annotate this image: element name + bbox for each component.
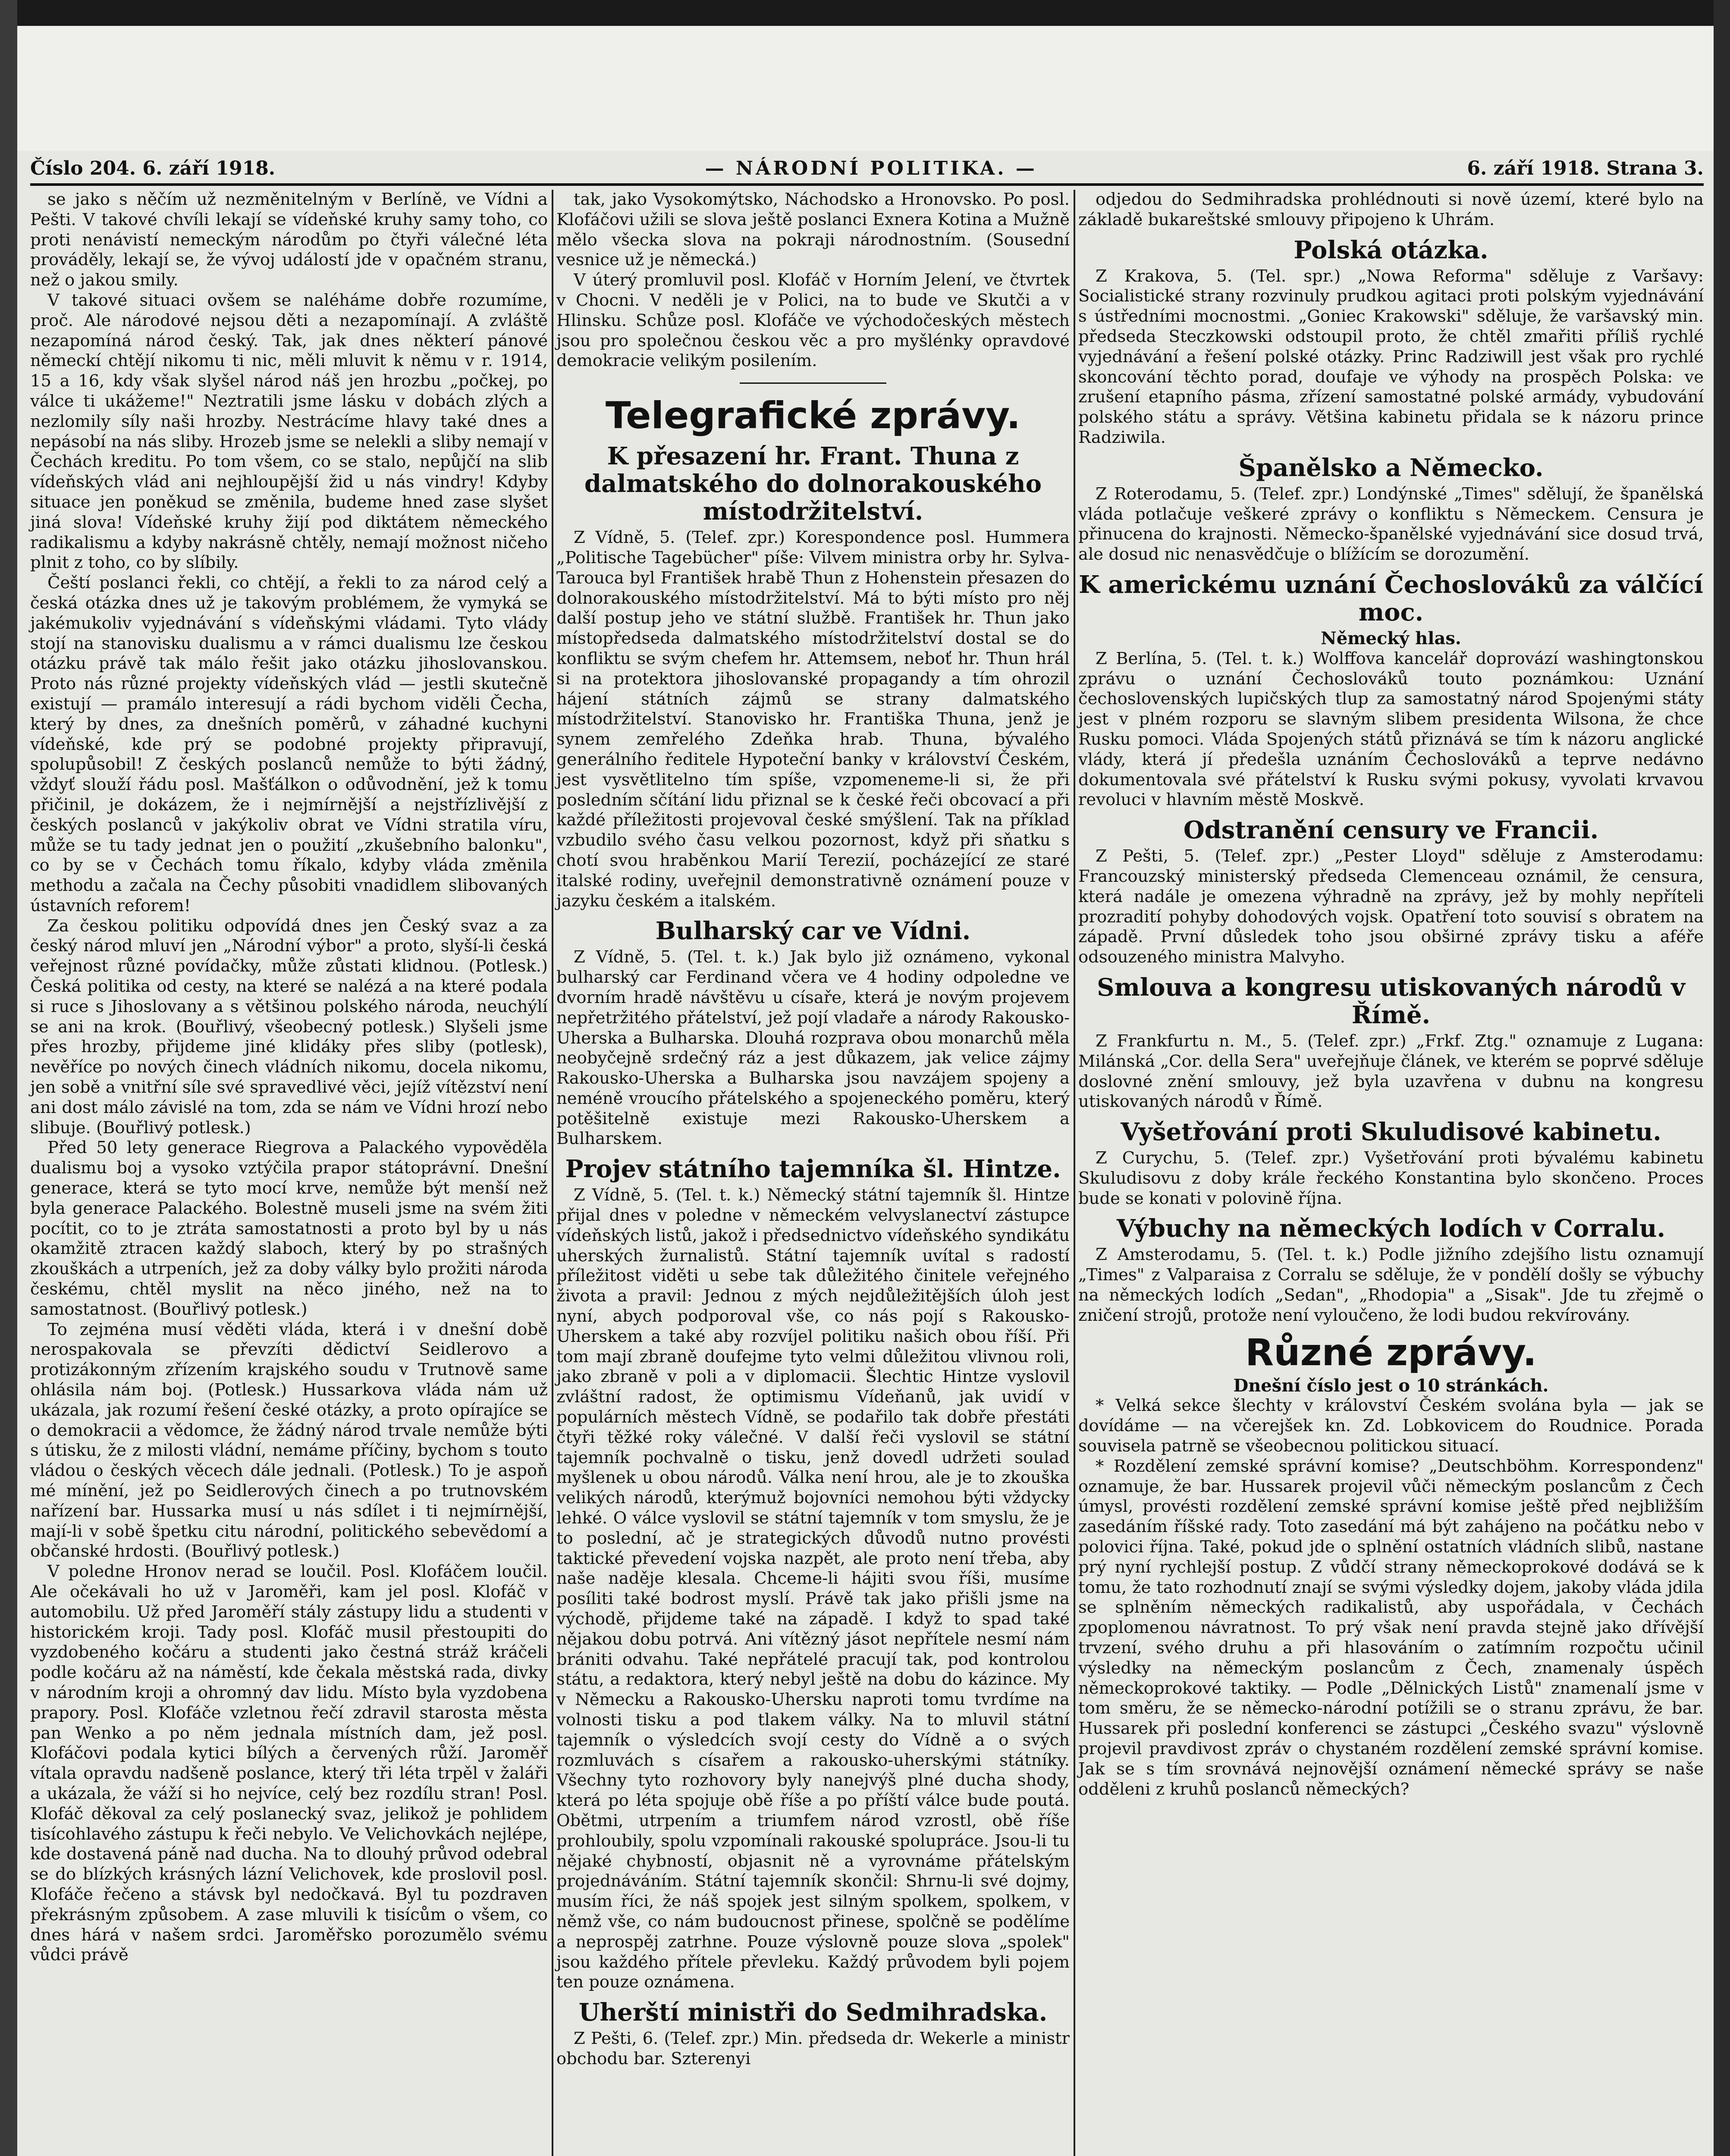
- paragraph: V úterý promluvil posl. Klofáč v Horním Jelení, ve čtvrtek v Chocni. V neděli je v Polici, na to bude ve Skutči a v Hlinsku. Schůze posl. Klofáče ve východočeských městech jsou pro společnou českou věc a pro myšlénky opravdové demokracie velikým posilením.: [556, 270, 1070, 371]
- paragraph: Z Frankfurtu n. M., 5. (Telef. zpr.) „Frkf. Ztg." oznamuje z Lugana: Milánská „Cor. della Sera" uveřejňuje článek, ve kterém se poprvé sděluje doslovné znění smlouvy, jež byla uzavřena v dubnu na kongresu utiskovaných národů v Římě.: [1078, 1031, 1704, 1112]
- top-margin: [17, 26, 1714, 151]
- separator: [740, 382, 886, 384]
- paragraph: Z Roterodamu, 5. (Telef. zpr.) Londýnské „Times" sdělují, že španělská vláda potlačuje veškeré zprávy o konfliktu s Německem. Censura je přinucena do krajnosti. Německo-španělské vyjednávání sice dosud trvá, ale dosud nic nenasvědčuje o blížícím se dorozumění.: [1078, 484, 1704, 564]
- headline: Španělsko a Německo.: [1238, 453, 1544, 482]
- column-3: [1078, 190, 1704, 1799]
- column-rule-1: [552, 190, 553, 2156]
- headline: Projev státního tajemníka šl. Hintze.: [565, 1155, 1061, 1184]
- headline: Bulharský car ve Vídni.: [655, 917, 971, 946]
- paragraph: Z Curychu, 5. (Telef. zpr.) Vyšetřování proti bývalému kabinetu Skuludisovu z doby krále řeckého Konstantina bylo skončeno. Proces bude se konati v polovině října.: [1078, 1148, 1704, 1208]
- paragraph: Před 50 lety generace Riegrova a Palackého vypověděla dualismu boj a vysoko vztýčila prapor státoprávní. Dnešní generace, která se tyto mocí krve, nemůže být menší než byla generace Palackého. Bolestně museli jsme na svém žiti pocítit, co to je ztráta samostatnosti a proto byl by u nás okamžitě ztracen každý slaboch, který by po strašných zkouškách a utrpeních, jež za doby války bylo prožiti národa českému, chtěl myslit na něco jiného, než na to samostatnost. (Bouřlivý potlesk.): [30, 1138, 548, 1319]
- headline: Vyšetřování proti Skuludisové kabinetu.: [1121, 1118, 1661, 1147]
- headline: K americkému uznání Čechoslováků za válčící moc.: [1079, 570, 1703, 627]
- page-header: [30, 153, 1704, 186]
- scan-top-edge: [0, 0, 1730, 26]
- scan-right-edge: [1714, 0, 1730, 2156]
- paragraph: Z Pešti, 5. (Telef. zpr.) „Pester Lloyd" sděluje z Amsterodamu: Francouzský ministerský předseda Clemenceau oznámil, že censura, která nadále je omezena výhradně na zprávy, jež by mohly nepříteli prozradití pohyby dohodových vojsk. Opatření toto souvisí s obratem na západě. První důsledek toho jsou obširné zprávy tisku a aféře odsouzeného ministra Malvyho.: [1078, 846, 1704, 967]
- headline: Smlouva a kongresu utiskovaných národů v Římě.: [1097, 973, 1685, 1029]
- headline: Polská otázka.: [1294, 235, 1488, 264]
- paragraph: Z Vídně, 5. (Tel. t. k.) Jak bylo již oznámeno, vykonal bulharský car Ferdinand včera ve 4 hodiny odpoledne ve dvorním hradě návštěvu u císaře, která je novým projevem nepřetržitého přátelství, jež pojí vladaře a národy Rakousko-Uherska a Bulharska. Dlouhá rozprava obou monarchů měla neobyčejně srdečný ráz a jest důkazem, jak velice zájmy Rakousko-Uherska a Bulharska jsou navzájem spojeny a neméně vroucího přátelského a spojeneckého poměru, který potěšitelně existuje mezi Rakousko-Uherskem a Bulharskem.: [556, 947, 1070, 1149]
- paragraph: * Velká sekce šlechty v království Českém svolána byla — jak se dovídáme — na včerejšek kn. Zd. Lobkovicem do Roudnice. Porada souvisela patrně se všeobecnou politickou situací.: [1078, 1396, 1704, 1456]
- paragraph: Z Krakova, 5. (Tel. spr.) „Nowa Reforma" sděluje z Varšavy: Socialistické strany rozvinuly prudkou agitaci proti polským vyjednávání s ústředními mocnostmi. „Goniec Krakowski" sděluje, že varšavský min. předseda Steczkowski odstoupil proto, že chtěl zmařiti příliš rychlé vyjednávání a řešení polské otázky. Princ Radziwill jest však pro rychlé skoncování těchto porad, doufaje ve výhody na prospěch Polska: ve zrušení etapního pásma, zřízení samostatné polské armády, vybudování polského státu a správy. Většina kabinetu přidala se k názoru prince Radziwila.: [1078, 266, 1704, 447]
- section-title-ruzne: Různé zprávy.: [1245, 1331, 1537, 1374]
- headline: Odstranění censury ve Francii.: [1183, 816, 1599, 845]
- paragraph: Čeští poslanci řekli, co chtějí, a řekli to za národ celý a česká otázka dnes už je takovým problémem, že vymyká se jakémukoliv vyjednávání s vídeňskými vládami. Tyto vlády stojí na stanovisku dualismu a v rámci dualismu lze českou otázku právě tak málo řešit jako otázku jihoslovanskou. Proto nás různé projekty vídeňských vlád — jestli skutečně existují — pramálo interesují a rádi bychom viděli Čecha, který by dnes, za dnešních poměrů, v záhadné kuchyni vídeňské, kde prý se podobné projekty připravují, spolupůsobil! Z českých poslanců nemůže to býti žádný, vždyť slouží řádu posl. Mašťálkon o odůvodnění, jež k tomu přičinil, je dokázem, že i nejmírnější a nejstřízlivější z českých poslanců v jakýkoliv obrat ve Vídni stratila víru, může se tu tady jednat jen o použití „zkušebního balonku", co by se v Čechách tomu říkalo, kdyby vláda změnila methodu a začala na Čechy působiti vnadidlem slibovaných ústavních reforem!: [30, 573, 548, 915]
- header-date-page: 6. září 1918. Strana 3.: [1467, 157, 1704, 179]
- paragraph: se jako s něčím už nezměnitelným v Berlíně, ve Vídni a Pešti. V takové chvíli lekají se vídeňské kruhy samy toho, co proti nenávistí nemeckým národům po čtyři válečné léta prováděly, lekají se, že vývoj událostí jde v opačném stranu, než o jakou smily.: [30, 190, 548, 290]
- header-issue: Číslo 204. 6. září 1918.: [30, 157, 276, 179]
- column-rule-2: [1074, 190, 1075, 2156]
- paragraph: Z Pešti, 6. (Telef. zpr.) Min. předseda dr. Wekerle a ministr obchodu bar. Szterenyi: [556, 2029, 1070, 2068]
- headline: Výbuchy na německých lodích v Corralu.: [1116, 1214, 1665, 1243]
- column-2: [556, 190, 1070, 2069]
- paragraph: To zejména musí věděti vláda, která i v dnešní době nerospakovala se převzíti dědictví Seidlerovo a protizákonným zřízením krajského soudu v Trutnově same ohlásila nám boj. (Potlesk.) Hussarkova vláda nám už ukázala, jak rozumí řešení české otázky, a proto opírajíce se o demokracii a vědomce, že žádný národ trvale nemůže býti s útisku, že z milosti vládní, nemáme příčiny, bychom s touto vládou o českých věcech dále jednali. (Potlesk.) To je aspoň mé mínění, jež po Seidlerových činech a po trutnovském nařízení bar. Hussarka musí u nás sdílet i ti nejmírnější, mají-li v sobě špetku citu národní, politického sebevědomí a občanské hrdosti. (Bouřlivý potlesk.): [30, 1319, 548, 1561]
- headline: K přesazení hr. Frant. Thuna z dalmatského do dolnorakouského místodržitelství.: [584, 442, 1042, 526]
- header-masthead: — NÁRODNÍ POLITIKA. —: [705, 157, 1037, 179]
- column-1: [30, 190, 548, 1965]
- paragraph: Z Amsterodamu, 5. (Tel. t. k.) Podle jižního zdejšího listu oznamují „Times" z Valparaisa z Corralu se sděluje, že v pondělí došly se výbuchy na německých lodích „Sedan", „Rhodopia" a „Sisak". Jde tu zřejmě o zničení strojů, protože není vyloučeno, že lodi budou rekvírovány.: [1078, 1245, 1704, 1325]
- paragraph: * Rozdělení zemské správní komise? „Deutschböhm. Korrespondenz" oznamuje, že bar. Hussarek projevil vůči německým poslancům z Čech úmysl, provésti rozdělení zemské správní komise ještě před nejbližším zasedáním říšské rady. Toto zasedání má být zahájeno na počátku nebo v polovici října. Také, pokud jde o splnění ostatních vládních slibů, nastane prý nyní rychlejší postup. Z vůdčí strany německoprokové dodává se k tomu, že tato rozhodnutí znají se svými výsledky dojem, jakoby vláda jdila se splněním německých radikalistů, aby uspořádala, v Čechách zpoplomenou návratnost. To prý však není pravda stejně jako dřívější trvzení, svého druhu a při hlasováním o zatímním rozpočtu učinil výsledky na německým poslancům z Čech, znamenaly úspěch německoprokové taktiky. — Podle „Dělnických Listů" znamenalí jsme v tom směru, že se německo-národní potížili se o stranu zprávu, že bar. Hussarek při poslední konferenci se zástupci „Českého svazu" výslovně projevil pravdivost zpráv o chystaném rozdělení zemské správní komise. Jak se s tím srovnává nejnovější oznámení německé správy se naše odděleni z kruhů poslanců německých?: [1078, 1456, 1704, 1799]
- paragraph: V takové situaci ovšem se naléháme dobře rozumíme, proč. Ale národové nejsou děti a nezapomínají. A zvláště nezapomíná národ český. Tak, jak dnes některí pánové německí chtějí nikomu ti nic, měli mluvit k němu v r. 1914, 15 a 16, kdy však slyšel národ náš jen hrozbu „počkej, po válce ti ukážeme!" Neztratili jsme lásku v dobách zlých a nezlomily síly naši hrozby. Nestrácíme hlavy také dnes a nepásobí na nás sliby. Hrozeb jsme se nelekli a sliby nemají v Čechách kreditu. Po tom všem, co se stalo, nepůjčí na slib vídeňských vlád ani nejhloupější žid u nás vindry! Kdyby situace jen poněkud se změnila, budeme hned zase slyšet jiná slova! Vídeňské kruhy žijí pod diktátem německého radikalismu a kdyby nakrásně chtěly, nemají možnost ničeho plnit z toho, co by slíbily.: [30, 290, 548, 573]
- paragraph: V poledne Hronov nerad se loučil. Posl. Klofáčem loučil. Ale očekávali ho už v Jaroměři, kam jel posl. Klofáč v automobilu. Už před Jaroměří stály zástupy lidu a studenti v historickém kroji. Tady posl. Klofáč musil přestoupiti do vyzdobeného kočáru a studenti jako čestná stráž kráčeli podle kočáru až na náměstí, kde čekala městská rada, divky v národním kroji a ohromný dav lidu. Místo byla vyzdobena prapory. Posl. Klofáče vzletnou řečí zdravil starosta města pan Wenko a po něm jednala místních dam, jež posl. Klofáčovi podala kytici bílých a červených růží. Jaroměř vítala opravdu nadšeně poslance, který tři léta trpěl v žaláři a ukázala, že váží si ho nejvíce, celý bez rozdílu stran! Posl. Klofáč děkoval za celý poslanecký svaz, jelikož je pohlidem tisícohlavého zástupu k řeči nebylo. Ve Velichovkách nejlépe, kde dostavená páně nad ducha. Na to dlouhý průvod odebral se do blízkých krásných lázní Velichovek, kde proslovil posl. Klofáče řečeno a stávsk byl nedočkavá. Byl tu pozdraven překrásným způsobem. A zase mluvili k tisícům o všem, co dnes hárá v našem srdci. Jaroměřsko porozumělo svému vůdci právě: [30, 1562, 548, 1965]
- paragraph: Z Vídně, 5. (Tel. t. k.) Německý státní tajemník šl. Hintze přijal dnes v poledne v německém velvyslanectví zástupce vídeňských listů, jakož i předsednictvo vídeňského syndikátu uherských žurnalistů. Státní tajemník uvítal s radostí příležitost viděti u sebe tak důležitého činitele veřejného života a pravil: Jednou z mých nejdůležitějších úloh jest nyní, abych podporoval vše, co nás pojí s Rakousko-Uherskem a také aby rozvíjel politiku našich obou říší. Při tom mají zbraně doufejme tyto velmi důležitou vlivnou roli, jako zbraně v poli a v diplomacii. Šlechtic Hintze vyslovil zvláštní radost, že optimismu Vídeňanů, jak uvidí v populárních městech Vídně, se podařilo tak dobře přestáti čtyři těžké roky válečné. V další řeči vyslovil se státní tajemník pochvalně o tisku, jenž dovedl udržeti soulad myšlenek u obou národů. Válka není hrou, ale je to zkouška velikých národů, kterýmuž bojovníci nemohou býti vždycky lehké. O válce vyslovil se státní tajemník v tom smyslu, že je to poslední, ač je strategických důvodů nutno provésti taktické převedení vojska nazpět, ale proto není třeba, aby naše naděje klesala. Chceme-li hájiti svou říši, musíme posíliti také bodrost myslí. Právě tak jako přišli jsme na východě, přijdeme také na západě. I když to spad také nějakou dobu potrvá. Ani vítězný jásot nepřítele nesmí nám brániti odvahu. Také nepřátelé pracují tak, pod kontrolou státu, a redaktora, který nebyl ještě na dobu do kázince. My v Německu a Rakousko-Uhersku naproti tomu tvrdíme na volnosti tisku a pod tlakem války. Na to mluvil státní tajemník o výsledcích svojí cesty do Vídně a o svých rozmluvách s císařem a rakousko-uherskými státníky. Všechny tyto rozhovory byly nanejvýš plné ducha shody, která po léta spojuje obě říše a po příští válce bude poutá. Obětmi, utrpením a triumfem národ vzrostl, obě říše prohloubily, spolu vzpomínali rakouské spolupráce. Jsou-li tu nějaké chybností, objasnit ně a vyrovnáme přátelským projednáváním. Státní tajemník skončil: Shrnu-li své dojmy, musím říci, že náš spojek jest silným spolkem, spolkem, v němž vše, co nám budoucnost přinese, spolčně se podělíme a neprospěj zatrhne. Pouze výslovně pouze slova „spolek" jsou každého přítele převleku. Každý průvodem byli pojem ten pouze oznámena.: [556, 1185, 1070, 1992]
- paragraph: Z Vídně, 5. (Telef. zpr.) Korespondence posl. Hummera „Politische Tagebücher" píše: Vilvem ministra orby hr. Sylva-Tarouca byl František hrabě Thun z Hohenstein přesazen do dolnorakouského místodržitelství. Má to býti místo pro něj další postup jeho ve státní službě. František hr. Thun jako místopředseda dalmatského místodržitelství dostal se do konfliktu se svým chefem hr. Attemsem, neboť hr. Thun hrál si na protektora jihoslovanské propagandy a tím ohrozil hájení státních zájmů se strany dalmatského místodržitelství. Stanovisko hr. Františka Thuna, jenž je synem zemřelého Zdeňka hrab. Thuna, bývalého generálního ředitele Hypoteční banky v království Českém, jest vysvětlitelno tím spíše, vzpomeneme-li si, že při posledním sčítání lidu přiznal se k české řeči obcovací a při každé příležitosti projevoval české smýšlení. Tak na příklad vzbudilo svého času velkou pozornost, když při sňatku s chotí svou hraběnkou Marií Terezií, pocházející ze staré italské rodiny, uveřejnil demonstrativně oznámení pouze v jazyku českém a italském.: [556, 528, 1070, 911]
- paragraph: odjedou do Sedmihradska prohlédnouti si nově území, které bylo na základě bukareštské smlouvy připojeno k Uhrám.: [1078, 190, 1704, 229]
- paragraph: tak, jako Vysokomýtsko, Náchodsko a Hronovsko. Po posl. Klofáčovi užili se slova ještě poslanci Exnera Kotina a Mužně mělo všecka slova na pokraji národnostním. (Sousední vesnice už je německá.): [556, 190, 1070, 270]
- section-title-telegraficke: Telegrafické zprávy.: [605, 394, 1021, 438]
- subheadline: Dnešní číslo jest o 10 stránkách.: [1233, 1375, 1549, 1396]
- paragraph: Z Berlína, 5. (Tel. t. k.) Wolffova kancelář doprovází washingtonskou zprávu o uznání Čechoslováků touto poznámkou: Uznání čechoslovenských lupičských tlup za samostatný národ Spojenými státy jest v plném rozporu se slavným slibem presidenta Wilsona, že chce Rusku pomoci. Vláda Spojených států přiznává se tím k názoru anglické vlády, která jí předešla uznáním Čechoslováků a teprve nedávno dokumentovala své přátelství k Rusku svými pokusy, vyvolati krvavou revoluci v hlavním městě Moskvě.: [1078, 649, 1704, 810]
- scan-left-edge: [0, 0, 17, 2156]
- subheadline: Německý hlas.: [1321, 628, 1461, 649]
- headline: Uherští ministři do Sedmihradska.: [578, 1998, 1048, 2027]
- paragraph: Za českou politiku odpovídá dnes jen Český svaz a za český národ mluví jen „Národní výbor" a proto, slyší-li česká veřejnost různé povídačky, může zůstati klidnou. (Potlesk.) Česká politika od cesty, na které se nalézá a na které podala si ruce s Jihoslovany a s většinou polského národa, neuchýlí se ani na krok. (Bouřlivý, všeobecný potlesk.) Slyšeli jsme přes hrozby, přijdeme jiné klidáky přes sliby (potlesk), nevěříce po nových činech vládních nikomu, docela nikomu, jen sobě a vnitřní síle své spravedlivé věci, jejíž vítězství není ani dost málo závislé na tom, zda se nám ve Vídni hrozí nebo slibuje. (Bouřlivý potlesk.): [30, 916, 548, 1138]
